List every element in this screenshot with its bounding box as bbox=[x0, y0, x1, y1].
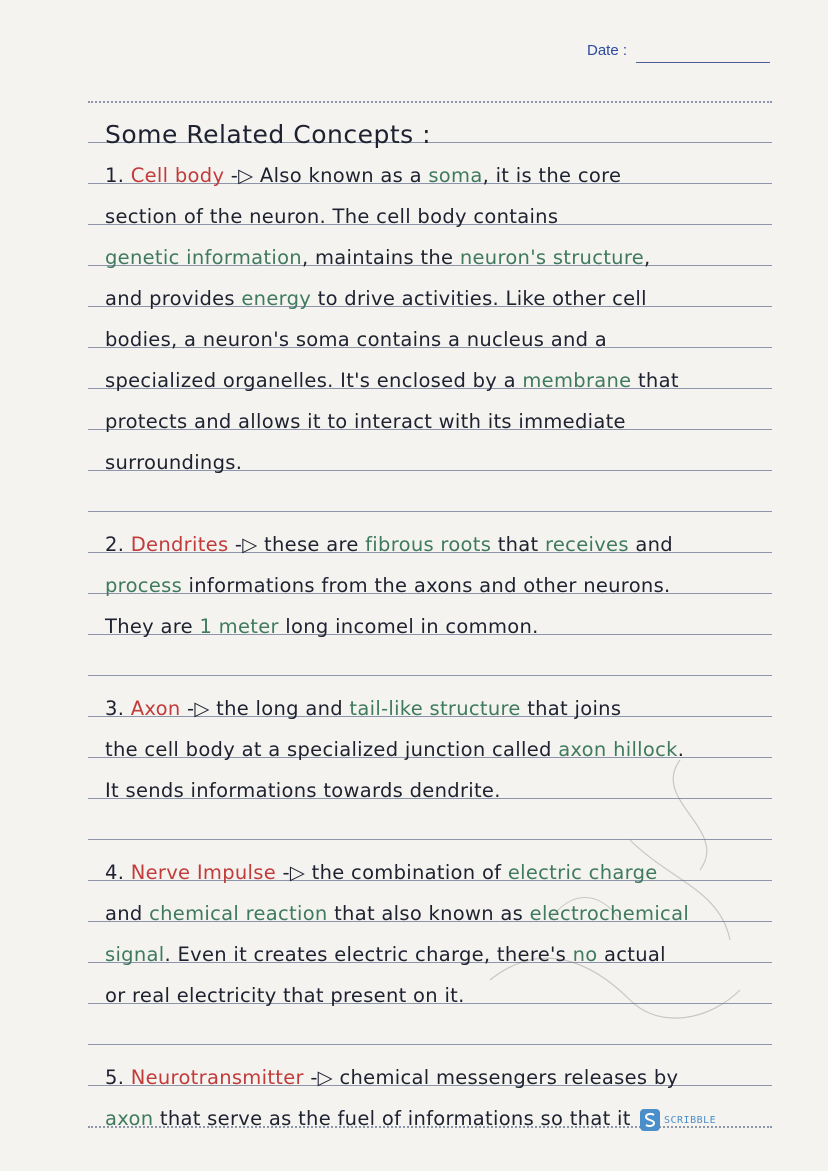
text-segment: . Even it creates electric charge, there's bbox=[164, 943, 573, 966]
text-line bbox=[105, 524, 785, 565]
highlighted-term: no bbox=[572, 943, 598, 966]
highlighted-term: receives bbox=[545, 533, 629, 556]
text-line bbox=[105, 196, 785, 237]
text-segment: or real electricity that present on it. bbox=[105, 984, 465, 1007]
text-line bbox=[105, 688, 785, 729]
text-line bbox=[105, 483, 785, 524]
highlighted-term: electrochemical bbox=[529, 902, 690, 925]
highlighted-term: axon bbox=[105, 1107, 154, 1130]
text-segment: that bbox=[631, 369, 679, 392]
text-line bbox=[105, 319, 785, 360]
text-segment: -▷ Also known as a bbox=[224, 164, 429, 187]
text-line bbox=[105, 401, 785, 442]
concept-term: Cell body bbox=[130, 164, 225, 187]
ruled-line bbox=[88, 101, 772, 103]
concept-term: Axon bbox=[130, 697, 181, 720]
text-segment: informations from the axons and other neurons. bbox=[182, 574, 671, 597]
text-segment: 4. bbox=[105, 861, 131, 884]
text-line bbox=[105, 647, 785, 688]
text-line bbox=[105, 565, 785, 606]
text-line bbox=[105, 975, 785, 1016]
highlighted-term: axon hillock bbox=[558, 738, 678, 761]
text-line bbox=[105, 442, 785, 483]
text-line bbox=[105, 1016, 785, 1057]
text-segment: -▷ the combination of bbox=[276, 861, 508, 884]
text-segment: , bbox=[644, 246, 651, 269]
highlighted-term: chemical reaction bbox=[149, 902, 328, 925]
logo-text: SCRIBBLE bbox=[664, 1114, 717, 1126]
highlighted-term: energy bbox=[241, 287, 312, 310]
highlighted-term: process bbox=[105, 574, 183, 597]
highlighted-term: neuron's structure bbox=[459, 246, 645, 269]
text-segment: to drive activities. Like other cell bbox=[311, 287, 647, 310]
highlighted-term: electric charge bbox=[507, 861, 658, 884]
text-line bbox=[105, 811, 785, 852]
text-segment: 2. bbox=[105, 533, 131, 556]
text-segment: and bbox=[105, 902, 150, 925]
text-segment: . bbox=[677, 738, 685, 761]
text-line bbox=[105, 893, 785, 934]
text-line bbox=[105, 155, 785, 196]
highlighted-term: fibrous roots bbox=[365, 533, 492, 556]
text-line bbox=[105, 606, 785, 647]
text-segment: -▷ these are bbox=[228, 533, 366, 556]
highlighted-term: tail-like structure bbox=[349, 697, 521, 720]
text-line bbox=[105, 278, 785, 319]
highlighted-term: membrane bbox=[522, 369, 632, 392]
text-segment: that bbox=[491, 533, 545, 556]
text-segment: They are bbox=[105, 615, 200, 638]
text-segment: 5. bbox=[105, 1066, 131, 1089]
text-line bbox=[105, 729, 785, 770]
text-segment: section of the neuron. The cell body contains bbox=[105, 205, 559, 228]
highlighted-term: 1 meter bbox=[199, 615, 279, 638]
text-line bbox=[105, 237, 785, 278]
text-line bbox=[105, 852, 785, 893]
highlighted-term: genetic information bbox=[105, 246, 302, 269]
scribble-icon bbox=[640, 1109, 660, 1131]
text-segment: and provides bbox=[105, 287, 242, 310]
highlighted-term: soma bbox=[428, 164, 483, 187]
text-segment: , maintains the bbox=[301, 246, 460, 269]
date-label: Date : bbox=[587, 42, 628, 59]
text-segment: long incomel in common. bbox=[278, 615, 539, 638]
text-line bbox=[105, 360, 785, 401]
text-segment: protects and allows it to interact with its immediate bbox=[105, 410, 626, 433]
concept-term: Neurotransmitter bbox=[130, 1066, 304, 1089]
text-segment: that serve as the fuel of informations so that it bbox=[153, 1107, 631, 1130]
page-heading: Some Related Concepts : bbox=[105, 120, 432, 149]
text-segment: that joins bbox=[520, 697, 622, 720]
date-line bbox=[636, 62, 770, 63]
concept-term: Dendrites bbox=[130, 533, 229, 556]
text-segment: that also known as bbox=[327, 902, 530, 925]
text-line bbox=[105, 934, 785, 975]
text-segment: 1. bbox=[105, 164, 131, 187]
text-segment: , it is the core bbox=[482, 164, 622, 187]
text-segment: It sends informations towards dendrite. bbox=[105, 779, 501, 802]
highlighted-term: signal bbox=[105, 943, 165, 966]
text-segment: 3. bbox=[105, 697, 131, 720]
text-segment: bodies, a neuron's soma contains a nucleus and a bbox=[105, 328, 608, 351]
text-segment: actual bbox=[597, 943, 666, 966]
text-segment: -▷ the long and bbox=[180, 697, 350, 720]
concept-term: Nerve Impulse bbox=[130, 861, 277, 884]
text-line bbox=[105, 1057, 785, 1098]
text-segment: -▷ chemical messengers releases by bbox=[303, 1066, 679, 1089]
text-segment: specialized organelles. It's enclosed by a bbox=[105, 369, 523, 392]
note-text bbox=[105, 114, 785, 1139]
text-segment: and bbox=[628, 533, 673, 556]
text-segment: surroundings. bbox=[105, 451, 243, 474]
text-line bbox=[105, 770, 785, 811]
text-segment: the cell body at a specialized junction called bbox=[105, 738, 559, 761]
scribble-logo bbox=[640, 1109, 716, 1131]
